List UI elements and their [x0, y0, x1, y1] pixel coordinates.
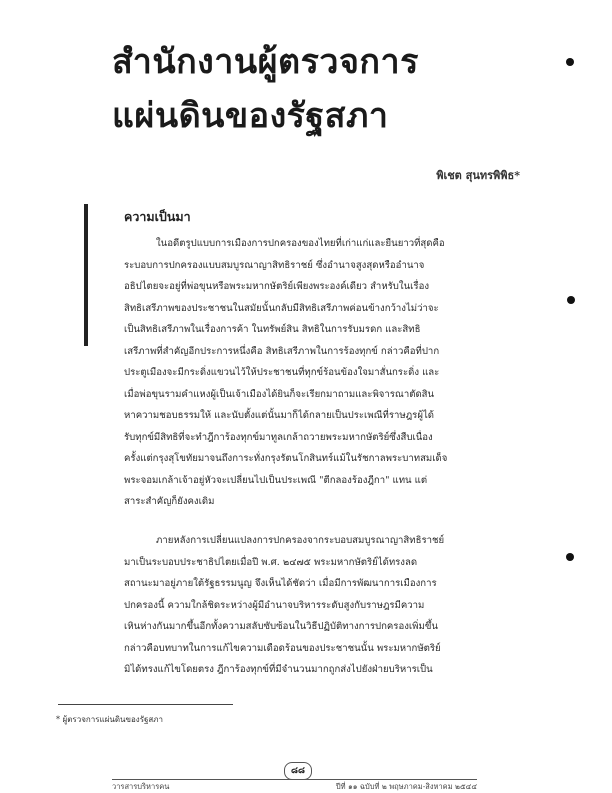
paragraph-line: ปกครองนี้ ความใกล้ชิดระหว่างผู้มีอำนาจบริหารระดับสูงกับราษฎรมีความ	[124, 599, 425, 611]
paragraph-line: มาเป็นระบอบประชาธิปไตยเมื่อปี พ.ศ. ๒๔๗๕ พระมหากษัตริย์ได้ทรงลด	[124, 556, 418, 568]
margin-bullet-dot	[566, 58, 574, 66]
section-vertical-rule	[84, 204, 88, 346]
footer-journal-name: วารสารบริหารคน	[112, 782, 170, 791]
paragraph-line: ภายหลังการเปลี่ยนแปลงการปกครองจากระบอบสมบูรณาญาสิทธิราชย์	[156, 535, 445, 546]
margin-bullet-dot	[566, 553, 574, 561]
paragraph-line: ระบอบการปกครองแบบสมบูรณาญาสิทธิราชย์ ซึ่งอำนาจสูงสุดหรืออำนาจ	[124, 259, 425, 271]
paragraph-line: ในอดีตรูปแบบการเมืองการปกครองของไทยที่เก่าแก่และยืนยาวที่สุดคือ	[156, 238, 445, 249]
paragraph-line: สาระสำคัญก็ยังคงเดิม	[124, 496, 215, 507]
paragraph-line: สิทธิเสรีภาพของประชาชนในสมัยนั้นกลับมีสิทธิเสรีภาพค่อนข้างกว้างไม่ว่าจะ	[124, 302, 439, 314]
section-heading: ความเป็นมา	[124, 209, 191, 224]
footer-issue-info: ปีที่ ๑๑ ฉบับที่ ๒ พฤษภาคม-สิงหาคม ๒๕๔๔	[335, 782, 477, 791]
paragraph-line: ประตูเมืองจะมีกระดิ่งแขวนไว้ให้ประชาชนที่ทุกข์ร้อนข้องใจมาสั่นกระดิ่ง และ	[124, 367, 440, 378]
paragraph-line: เหินห่างกันมากขึ้นอีกทั้งความสลับซับซ้อนในวิธีปฏิบัติทางการปกครองเพิ่มขึ้น	[124, 621, 438, 632]
paragraph-2	[124, 530, 486, 681]
paragraph-line: กล่าวคือบทบาทในการแก้ไขความเดือดร้อนของประชาชนนั้น พระมหากษัตริย์	[124, 642, 441, 654]
paragraph-1	[124, 233, 486, 513]
margin-bullet-dot	[567, 296, 575, 304]
footnote-divider	[58, 704, 233, 705]
footnote: * ผู้ตรวจการแผ่นดินของรัฐสภา	[56, 715, 164, 724]
paragraph-line: รับทุกข์มีสิทธิที่จะทำฎีการ้องทุกข์มาทูลเกล้าถวายพระมหากษัตริย์ซึ่งสืบเนื่อง	[124, 431, 433, 443]
author-name: พิเชต สุนทรพิพิธ*	[436, 169, 520, 182]
page-number: ๘๘	[284, 762, 312, 780]
paragraph-line: มิได้ทรงแก้ไขโดยตรง ฎีการ้องทุกข์ที่มีจำนวนมากถูกส่งไปยังฝ่ายบริหารเป็น	[124, 664, 433, 675]
paragraph-line: พระจอมเกล้าเจ้าอยู่หัวจะเปลี่ยนไปเป็นประเพณี "ตีกลองร้องฎีกา" แทน แต่	[124, 474, 428, 486]
paragraph-line: ครั้งแต่กรุงสุโขทัยมาจนถึงการะทั่งกรุงรัตนโกสินทร์แม้ในรัชกาลพระบาทสมเด็จ	[124, 453, 448, 464]
paragraph-line: เสรีภาพที่สำคัญอีกประการหนึ่งคือ สิทธิเสรีภาพในการร้องทุกข์ กล่าวคือที่ปาก	[124, 345, 440, 357]
page-footer	[112, 778, 477, 792]
paragraph-line: อธิปไตยจะอยู่ที่พ่อขุนหรือพระมหากษัตริย์เพียงพระองค์เดียว สำหรับในเรื่อง	[124, 281, 430, 292]
paragraph-line: เมื่อพ่อขุนรามคำแหงผู้เป็นเจ้าเมืองได้ยินก็จะเรียกมาถามและพิจารณาตัดสิน	[124, 388, 435, 400]
article-title-line-2: แผ่นดินของรัฐสภา	[112, 96, 389, 136]
paragraph-line: เป็นสิทธิเสรีภาพในเรื่องการค้า ในทรัพย์สิน สิทธิในการรับมรดก และสิทธิ	[124, 324, 421, 335]
paragraph-line: หาความชอบธรรมให้ และนับตั้งแต่นั้นมาก็ได้กลายเป็นประเพณีที่ราษฎรผู้ได้	[124, 410, 434, 421]
paragraph-line: สถานะมาอยู่ภายใต้รัฐธรรมนูญ จึงเห็นได้ชัดว่า เมื่อมีการพัฒนาการเมืองการ	[124, 578, 437, 589]
article-title-line-1: สำนักงานผู้ตรวจการ	[112, 42, 419, 82]
